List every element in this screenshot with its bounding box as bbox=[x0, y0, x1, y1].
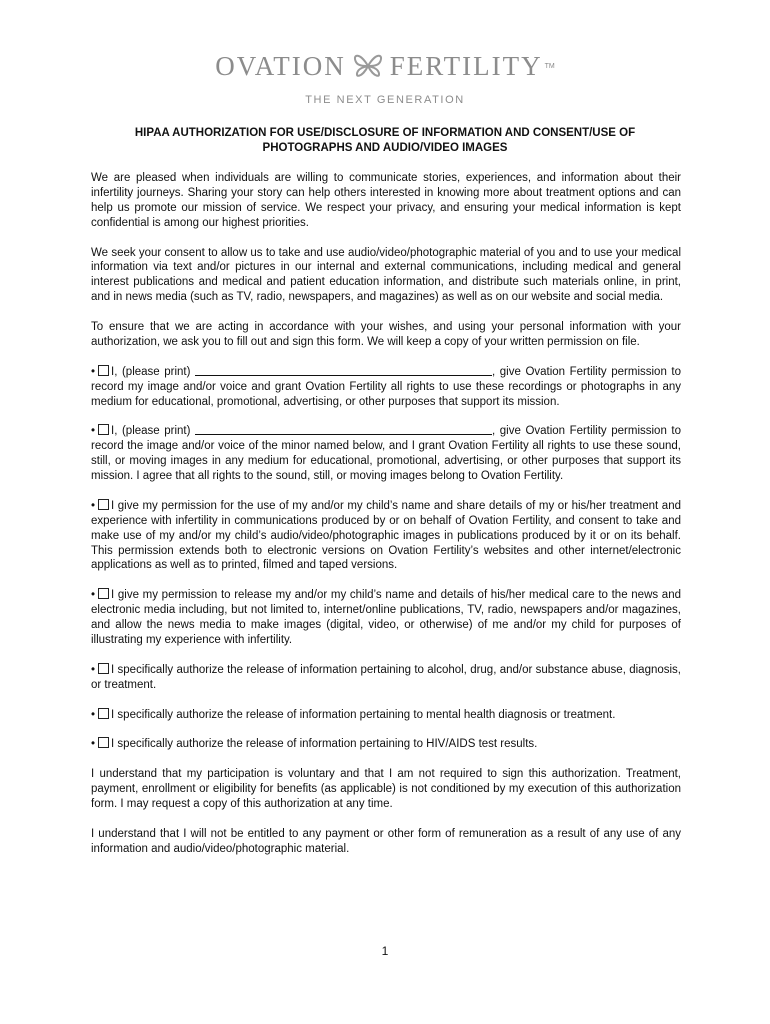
consent-checkbox[interactable] bbox=[98, 588, 109, 599]
option-text: I specifically authorize the release of information pertaining to alcohol, drug, and/or substance abuse, diagnosis, or treatment. bbox=[91, 663, 681, 691]
consent-option bbox=[91, 365, 681, 410]
consent-option bbox=[91, 424, 681, 484]
option-text: I specifically authorize the release of information pertaining to HIV/AIDS test results. bbox=[111, 738, 538, 751]
consent-option bbox=[91, 499, 681, 574]
consent-option bbox=[91, 708, 681, 723]
ovation-fertility-logo bbox=[0, 48, 770, 84]
bullet: • bbox=[91, 738, 96, 751]
bullet: • bbox=[91, 365, 96, 378]
option-text: I give my permission to release my and/or my child’s name and details of his/her medical care to the news and electronic media including, but not limited to, internet/online publications, TV, radio, newspapers and/or magazines, and allow the news media to make images (digital, video, or otherwise) of me and/or my child for purposes of illustrating my experience with infertility. bbox=[91, 589, 681, 646]
bullet: • bbox=[91, 425, 96, 438]
bullet: • bbox=[91, 499, 96, 512]
document-body bbox=[91, 171, 681, 871]
name-blank-field[interactable] bbox=[195, 424, 492, 435]
trademark-mark: TM bbox=[544, 62, 555, 70]
consent-checkbox[interactable] bbox=[98, 365, 109, 376]
page-number: 1 bbox=[381, 944, 389, 958]
consent-checkbox[interactable] bbox=[98, 708, 109, 719]
bullet: • bbox=[91, 589, 96, 602]
intro-paragraph: We seek your consent to allow us to take and use audio/video/photographic material of you and to use your medical information via text and/or pictures in our internal and external communications, including medical and general interest publications and medical and patient education information, and distribute such materials online, in print, and in news media (such as TV, radio, newspapers, and magazines) as well as on our website and social media. bbox=[91, 246, 681, 304]
document-title: HIPAA AUTHORIZATION FOR USE/DISCLOSURE OF INFORMATION AND CONSENT/USE OF PHOTOGRAPHS AND AUDIO/VIDEO IMAGES bbox=[134, 127, 636, 154]
consent-option bbox=[91, 737, 681, 752]
option-text: I specifically authorize the release of information pertaining to mental health diagnosis or treatment. bbox=[111, 708, 616, 721]
consent-option bbox=[91, 588, 681, 648]
intro-paragraph: To ensure that we are acting in accordance with your wishes, and using your personal information with your authorization, we ask you to fill out and sign this form. We will keep a copy of your written permission on file. bbox=[91, 321, 681, 348]
consent-checkbox[interactable] bbox=[98, 663, 109, 674]
butterfly-logo-icon bbox=[350, 48, 386, 84]
closing-paragraph: I understand that I will not be entitled to any payment or other form of remuneration as a result of any use of any information and audio/video/photographic material. bbox=[91, 827, 681, 855]
consent-checkbox[interactable] bbox=[98, 737, 109, 748]
consent-option bbox=[91, 663, 681, 693]
bullet: • bbox=[91, 663, 96, 676]
name-blank-field[interactable] bbox=[195, 365, 492, 376]
consent-checkbox[interactable] bbox=[98, 424, 109, 435]
closing-paragraph: I understand that my participation is voluntary and that I am not required to sign this authorization. Treatment, payment, enrollment or eligibility for benefits (as applicable) is not conditioned by my execution of this authorization form. I may request a copy of this authorization at any time. bbox=[91, 768, 681, 810]
consent-checkbox[interactable] bbox=[98, 499, 109, 510]
option-text: I give my permission for the use of my and/or my child’s name and share details of my or his/her treatment and experience with infertility in communications produced by or on behalf of Ovation Fertility, and consent to take and make use of my and/or my child’s audio/video/photographic images in publications produced by it or on its behalf. This permission extends both to electronic versions on Ovation Fertility’s websites and other internet/electronic applications as well as to printed, filmed and taped versions. bbox=[91, 499, 681, 572]
option-prefix: I, (please print) bbox=[111, 425, 191, 438]
logo-tagline: THE NEXT GENERATION bbox=[305, 94, 465, 106]
option-prefix: I, (please print) bbox=[111, 365, 191, 378]
bullet: • bbox=[91, 708, 96, 721]
logo-word-left: OVATION bbox=[215, 50, 346, 81]
option-suffix: , give Ovation Fertility permission to record my image and/or voice and grant Ovation Fertility all rights to use these recordings or photographs in any medium for educational, promotional, advertising, or other purposes that support its mission. bbox=[91, 365, 681, 408]
option-suffix: , give Ovation Fertility permission to record the image and/or voice of the minor named below, and I grant Ovation Fertility all rights to use these sound, still, or moving images in any medium for educational, promotional, advertising, or other purposes that support its mission. I agree that all rights to the sound, still, or moving images belong to Ovation Fertility. bbox=[91, 425, 681, 483]
logo-word-right: FERTILITY bbox=[389, 50, 543, 81]
intro-paragraph: We are pleased when individuals are willing to communicate stories, experiences, and information about their infertility journeys. Sharing your story can help others interested in knowing more about treatment options and can help us promote our mission of service. We respect your privacy, and ensuring your medical information is kept confidential is among our highest priorities. bbox=[91, 172, 681, 229]
